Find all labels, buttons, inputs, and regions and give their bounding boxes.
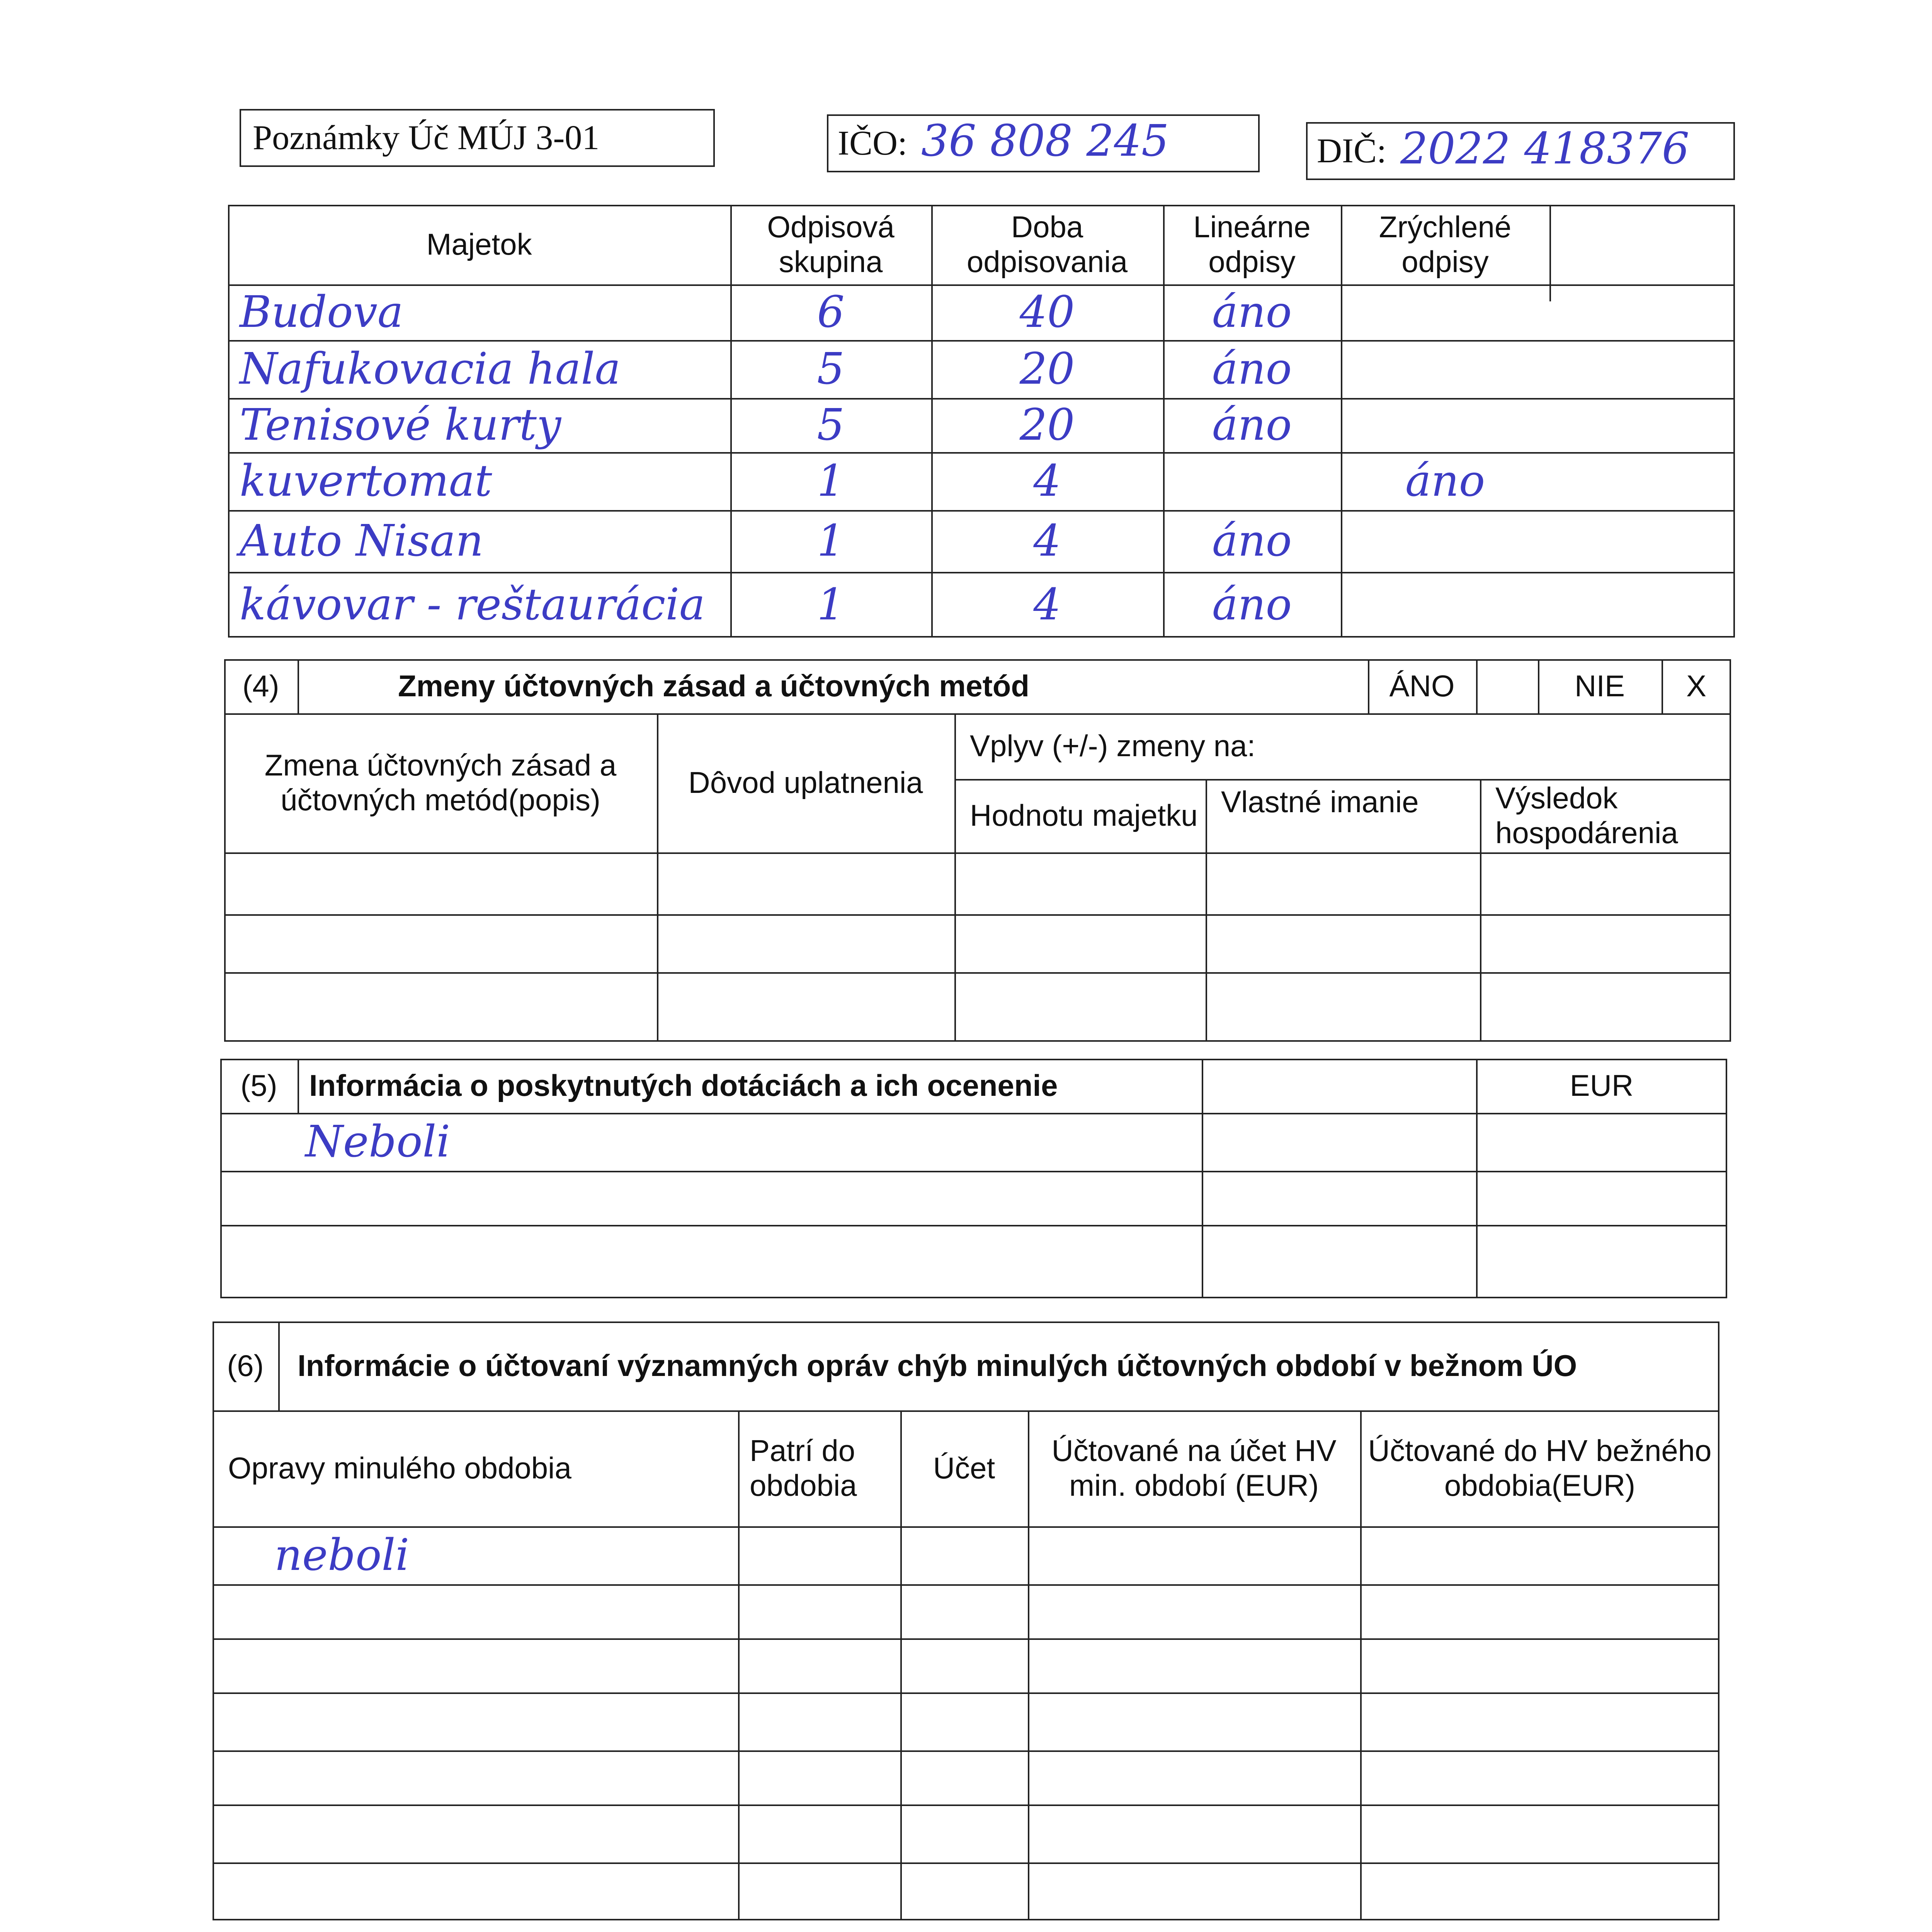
section-5-number: (5) [240, 1068, 277, 1103]
asset-period: 4 [1033, 515, 1061, 566]
ico-box [827, 114, 1260, 172]
section-6-number: (6) [227, 1349, 264, 1383]
nie-label: NIE [1574, 669, 1625, 703]
col-header-prev-periods: Účtované na účet HV min. období (EUR) [1051, 1434, 1337, 1502]
col-header-period: Doba odpisovania [966, 210, 1128, 279]
col-header-period: Patrí do obdobia [750, 1434, 857, 1502]
asset-period: 4 [1033, 579, 1061, 630]
asset-linear: áno [1212, 344, 1292, 394]
asset-group: 5 [817, 344, 845, 394]
col-header-equity: Vlastné imanie [1221, 785, 1419, 819]
section-5-table [220, 1059, 1727, 1298]
notes-label-box [240, 109, 715, 167]
col-header-asset: Majetok [426, 227, 532, 262]
col-header-linear: Lineárne odpisy [1193, 210, 1311, 279]
asset-accelerated [1341, 284, 1549, 340]
section-4-table [224, 659, 1731, 1042]
dic-label: DIČ: [1317, 132, 1386, 170]
col-header-result: Výsledok hospodárenia [1495, 781, 1678, 850]
asset-linear: áno [1212, 515, 1292, 566]
asset-accelerated [1341, 398, 1549, 452]
notes-label: Poznámky Úč MÚJ 3-01 [253, 119, 600, 157]
col-header-accelerated: Zrýchlené odpisy [1379, 210, 1512, 279]
asset-name: kávovar - reštaurácia [240, 579, 705, 630]
asset-linear: áno [1212, 400, 1292, 450]
section-6-title: Informácie o účtovaní významných opráv chýb minulých účtovných období v bežnom ÚO [298, 1349, 1577, 1383]
col-header-change: Zmena účtovných zásad a účtovných metód(popis) [264, 748, 617, 817]
asset-group: 1 [817, 456, 845, 506]
asset-name: Nafukovacia hala [240, 344, 621, 394]
section-6-table [213, 1321, 1719, 1920]
asset-group: 1 [817, 579, 845, 630]
col-header-account: Účet [933, 1451, 995, 1485]
asset-accelerated [1341, 340, 1549, 398]
asset-accelerated: áno [1405, 456, 1485, 506]
asset-group: 5 [817, 400, 845, 450]
col-header-current-period: Účtované do HV bežného obdobia(EUR) [1368, 1434, 1712, 1502]
ico-value: 36 808 245 [921, 116, 1169, 166]
asset-name: Budova [240, 287, 403, 337]
asset-linear: áno [1212, 579, 1292, 630]
asset-accelerated [1341, 510, 1549, 572]
asset-linear: áno [1212, 287, 1292, 337]
asset-name: Auto Nisan [240, 515, 484, 566]
nie-checkmark: X [1686, 669, 1707, 703]
asset-period: 4 [1033, 456, 1061, 506]
col-header-asset-value: Hodnotu majetku [970, 798, 1198, 833]
asset-period: 40 [1019, 287, 1075, 337]
section-4-number: (4) [242, 669, 279, 703]
assets-table [228, 205, 1735, 638]
col-header-group: Odpisová skupina [767, 210, 895, 279]
col-header-reason: Dôvod uplatnenia [688, 765, 923, 800]
asset-linear [1163, 452, 1341, 510]
asset-group: 6 [817, 287, 845, 337]
section-5-title: Informácia o poskytnutých dotáciách a ich ocenenie [309, 1068, 1058, 1103]
currency-label: EUR [1570, 1068, 1634, 1103]
asset-period: 20 [1019, 400, 1075, 450]
subsidies-value: Neboli [305, 1116, 451, 1167]
asset-accelerated [1341, 572, 1549, 638]
ano-label: ÁNO [1389, 669, 1455, 703]
asset-group: 1 [817, 515, 845, 566]
col-header-impact: Vplyv (+/-) zmeny na: [970, 729, 1256, 763]
asset-name: kuvertomat [240, 456, 492, 506]
corrections-value: neboli [274, 1530, 410, 1580]
ico-label: IČO: [838, 124, 907, 163]
dic-box [1306, 122, 1735, 180]
section-4-title: Zmeny účtovných zásad a účtovných metód [398, 669, 1030, 703]
dic-value: 2022 418376 [1400, 123, 1690, 174]
asset-name: Tenisové kurty [240, 400, 561, 450]
col-header-corrections: Opravy minulého obdobia [228, 1451, 571, 1485]
asset-period: 20 [1019, 344, 1075, 394]
